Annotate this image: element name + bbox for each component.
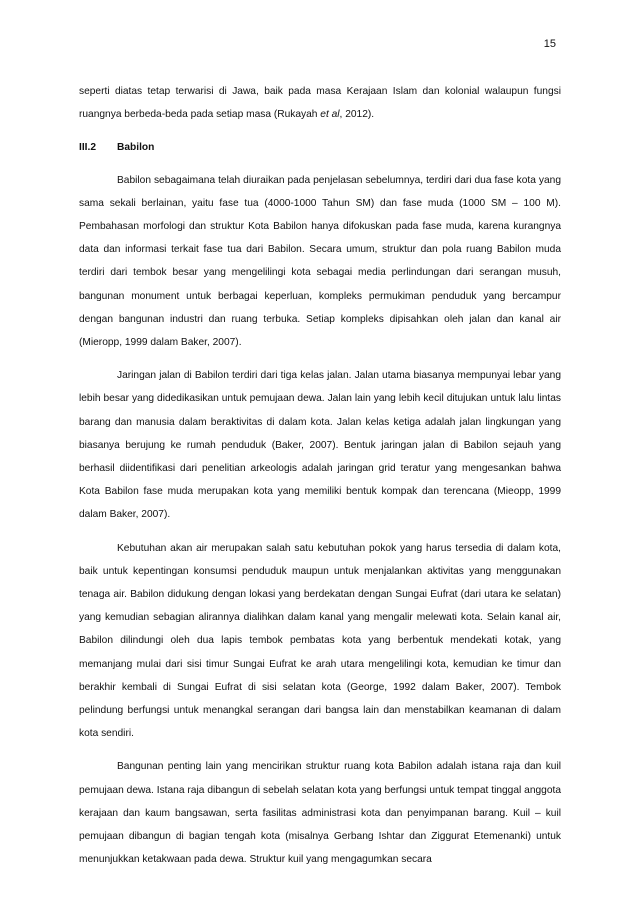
paragraph-intro-end: , 2012). (339, 109, 375, 121)
paragraph-road-network: Jaringan jalan di Babilon terdiri dari tiga kelas jalan. Jalan utama biasanya mempunyai lebar yang lebih besar yang didedikasikan untuk pemujaan dewa. Jalan lain yang lebih kecil ditujukan untuk lalu lintas barang dan manusia dalam beraktivitas di dalam kota. Jalan kelas ketiga adalah jalan lingkungan yang biasanya berujung ke rumah penduduk (Baker, 2007). Bentuk jaringan jalan di Babilon sejauh yang berhasil diidentifikasi dari penelitian arkeologis adalah jaringan grid teratur yang mengesankan bahwa Kota Babilon fase muda merupakan kota yang memiliki bentuk kompak dan terencana (Mieopp, 1999 dalam Baker, 2007). (79, 370, 561, 521)
paragraph-babilon-phases: Babilon sebagaimana telah diuraikan pada penjelasan sebelumnya, terdiri dari dua fase kota yang sama sekali berlainan, yaitu fase tua (4000-1000 Tahun SM) dan fase muda (1000 SM – 100 M). Pembahasan morfologi dan struktur Kota Babilon hanya difokuskan pada fase muda, karena kurangnya data dan informasi terkait fase tua dari Babilon. Secara umum, struktur dan pola ruang Babilon muda terdiri dari tembok besar yang mengelilingi kota sebagai media perlindungan dari serangan musuh, bangunan monument untuk berbagai keperluan, kompleks permukiman penduduk yang bercampur dengan bangunan industri dan ruang terbuka. Setiap kompleks dipisahkan oleh jalan dan kanal air (Mieropp, 1999 dalam Baker, 2007). (79, 174, 561, 349)
section-number: III.2 (79, 142, 96, 154)
section-heading (79, 136, 561, 159)
document-body (79, 80, 561, 882)
paragraph-water-and-walls: Kebutuhan akan air merupakan salah satu kebutuhan pokok yang harus tersedia di dalam kota, baik untuk kepentingan konsumsi penduduk maupun untuk menjalankan aktivitas yang menggunakan tenaga air. Babilon didukung dengan lokasi yang berdekatan dengan Sungai Eufrat (dari utara ke selatan) yang kemudian sebagian alirannya dialihkan dalam kanal yang mengalir melewati kota. Selain kanal air, Babilon dilindungi oleh dua lapis tembok pembatas kota yang berbentuk mendekati kotak, yang memanjang mulai dari sisi timur Sungai Eufrat ke arah utara mengelilingi kota, kemudian ke timur dan berakhir kembali di Sungai Eufrat di sisi selatan kota (George, 1992 dalam Baker, 2007). Tembok pelindung berfungsi untuk menangkal serangan dari bangsa lain dan menstabilkan keamanan di dalam kota sendiri. (79, 542, 561, 740)
citation-et-al: et al (320, 109, 340, 121)
paragraph-palace-and-temples: Bangunan penting lain yang mencirikan struktur ruang kota Babilon adalah istana raja dan kuil pemujaan dewa. Istana raja dibangun di sebelah selatan kota yang berfungsi untuk tempat tinggal anggota kerajaan dan kaum bangsawan, serta fasilitas administrasi kota dan penyimpanan barang. Kuil – kuil pemujaan dibangun di bagian tengah kota (misalnya Gerbang Ishtar dan Ziggurat Etemenanki) untuk menunjukkan ketakwaan pada dewa. Struktur kuil yang mengagumkan secara (79, 761, 561, 866)
paragraph-intro-text: seperti diatas tetap terwarisi di Jawa, baik pada masa Kerajaan Islam dan kolonial walaupun fungsi ruangnya berbeda-beda pada setiap masa (Rukayah (79, 86, 561, 121)
paragraph-intro (79, 80, 561, 126)
section-title: Babilon (117, 142, 155, 154)
page-number: 15 (543, 38, 556, 50)
